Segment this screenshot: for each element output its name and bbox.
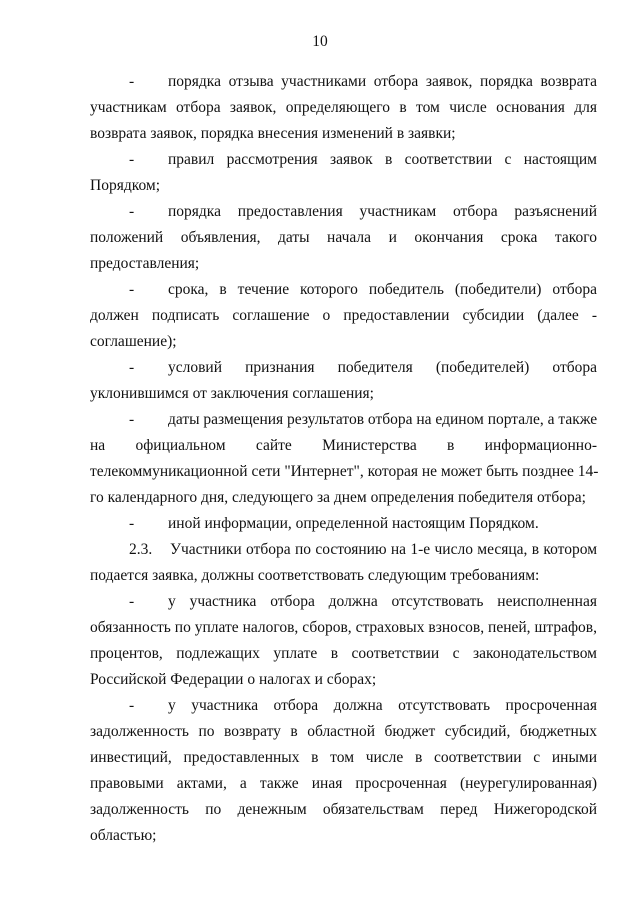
list-item-first-line: у участника отбора должна отсутствовать просроченная <box>168 697 597 714</box>
section-line: подается заявка, должны соответствовать следующим требованиям: <box>90 567 540 584</box>
list-item-line: должен подписать соглашение о предоставлении субсидии (далее - <box>90 307 597 324</box>
list-item-line: предоставления; <box>90 255 200 272</box>
list-item-line: Российской Федерации о налогах и сборах; <box>90 671 377 688</box>
list-item-line: участникам отбора заявок, определяющего в том числе основания для <box>90 99 597 116</box>
list-item-line: обязанность по уплате налогов, сборов, страховых взносов, пеней, штрафов, <box>90 619 597 636</box>
list-item-first-line: порядка предоставления участникам отбора разъяснений <box>168 203 597 220</box>
bullet-dash: - <box>129 203 135 220</box>
section-first-line: Участники отбора по состоянию на 1-е число месяца, в котором <box>170 541 597 558</box>
list-item-first-line: даты размещения результатов отбора на едином портале, а также <box>168 411 598 428</box>
list-item-first-line: правил рассмотрения заявок в соответствии с настоящим <box>168 151 597 168</box>
list-item-line: задолженность по денежным обязательствам перед Нижегородской <box>90 801 597 818</box>
list-item-line: го календарного дня, следующего за днем определения победителя отбора; <box>90 489 586 506</box>
list-item-first-line: срока, в течение которого победитель (победители) отбора <box>168 281 597 298</box>
list-item-line: процентов, подлежащих уплате в соответствии с законодательством <box>90 645 597 662</box>
list-item-first-line: у участника отбора должна отсутствовать неисполненная <box>168 593 597 610</box>
bullet-dash: - <box>129 281 135 298</box>
list-item-line: соглашение); <box>90 333 177 350</box>
list-item-line: положений объявления, даты начала и окончания срока такого <box>90 229 597 246</box>
bullet-dash: - <box>129 151 135 168</box>
list-item-line: на официальном сайте Министерства в информационно- <box>90 437 597 454</box>
bullet-dash: - <box>129 73 135 90</box>
page-number: 10 <box>312 33 328 50</box>
list-item-first-line: условий признания победителя (победителей) отбора <box>168 359 597 376</box>
list-item-first-line: порядка отзыва участниками отбора заявок, порядка возврата <box>168 73 597 90</box>
bullet-dash: - <box>129 359 135 376</box>
list-item-line: уклонившимся от заключения соглашения; <box>90 385 374 402</box>
list-item-line: задолженность по возврату в областной бюджет субсидий, бюджетных <box>90 723 597 740</box>
bullet-dash: - <box>129 515 135 532</box>
list-item-line: областью; <box>90 827 157 844</box>
section-number: 2.3. <box>129 541 153 558</box>
bullet-dash: - <box>129 593 135 610</box>
bullet-dash: - <box>129 411 135 428</box>
list-item-line: возврата заявок, порядка внесения изменений в заявки; <box>90 125 456 142</box>
list-item-first-line: иной информации, определенной настоящим Порядком. <box>168 515 539 532</box>
list-item-line: телекоммуникационной сети "Интернет", которая не может быть позднее 14- <box>90 463 599 480</box>
bullet-dash: - <box>129 697 135 714</box>
list-item-line: правовыми актами, а также иная просроченная (неурегулированная) <box>90 775 597 792</box>
list-item-line: Порядком; <box>90 177 161 194</box>
list-item-line: инвестиций, предоставленных в том числе в соответствии с иными <box>90 749 597 766</box>
